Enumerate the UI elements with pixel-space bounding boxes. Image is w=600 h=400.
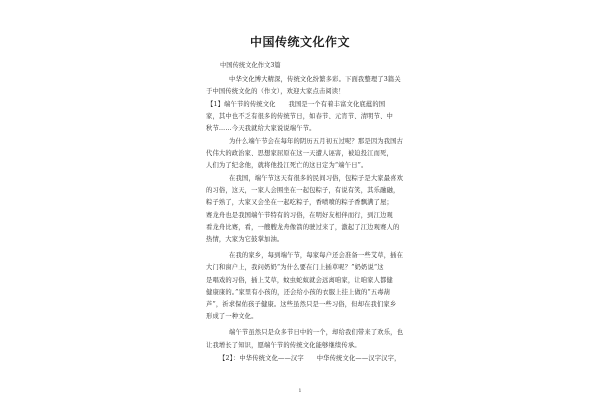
subtitle: 中国传统文化作文3篇 [220,62,281,69]
page-title: 中国传统文化作文 [249,35,350,49]
paragraph-line: 家，其中也不乏有很多的传统节日，如春节、元宵节、清明节、中 [206,113,393,120]
paragraph-line: 代伟大的政治家、思想家屈原在这一天遭人诬害，被迫投江而死， [206,150,393,157]
paragraph-line: 在我的家乡，每到端午节，每家每户还会准备一些艾草，插在 [229,252,404,259]
paragraph-line: 人们为了纪念他，就将他投江死亡的这日定为“端午日”。 [206,162,368,169]
paragraph-line: 形成了一种文化。 [206,313,258,320]
paragraph-line: 于中国传统文化的（作文），欢迎大家点击阅读！ [206,88,345,95]
paragraph-line: 热情，大家为它鼓掌加油。 [206,236,284,243]
paragraph-line: 赛龙舟也是我国端午节特有的习俗，在明好友相伴而行，到江边观 [206,212,393,219]
page-number: 1 [298,388,302,394]
paragraph-line: 中华文化博大精深，传统文化纷繁多彩。下面我整理了3篇关 [229,76,401,83]
paragraph-line: 秋节……今天我就给大家说说端午节。 [206,125,316,132]
paragraph-line: 在我国，端午节这天有很多的民间习俗，包粽子是大家最喜欢 [229,175,404,182]
paragraph-line: 【2】：中华传统文化——汉字 中华传统文化——汉字汉字， [219,355,401,362]
paragraph-line: 大门和窗户上，我问奶奶“为什么要在门上插草呢？”奶奶说“这 [206,264,384,271]
paragraph-line: 是唱戏的习俗，插上艾草，蚊虫蛇蚁就会远离咱家，让咱家人都健 [206,277,393,284]
paragraph-line: 芦”，祈求保佑孩子健康。这些虽然只是一些习俗，但却在我们家乡 [206,301,397,308]
paragraph-line: 【1】端午节的传统文化 我国是一个有着丰富文化底蕴的国 [207,101,386,108]
paragraph-line: 为什么端午节会在每年的阴历五月初五过呢？那是因为我国古 [229,138,404,145]
paragraph-line: 粽子熟了，大家又会坐在一起吃粽子，香喷喷的粽子香飘满了屋； [206,199,393,206]
paragraph-line: 看龙舟比赛，看，一艘艘龙舟像箭的驶过来了，激起了江边观赛人的 [206,224,400,231]
paragraph-line: 的习俗，这天，一家人会围坐在一起包粽子，有说有笑，其乐融融， [206,187,400,194]
paragraph-line: 健康康的。”家里有小孩的，还会给小孩的衣服上挂上做的“五毒葫 [206,289,391,296]
paragraph-line: 端午节虽然只是众多节日中的一个，却给我们带来了欢乐，也 [229,329,404,336]
paragraph-line: 让我增长了知识，愿端午节的传统文化能够继续传承。 [206,342,361,349]
